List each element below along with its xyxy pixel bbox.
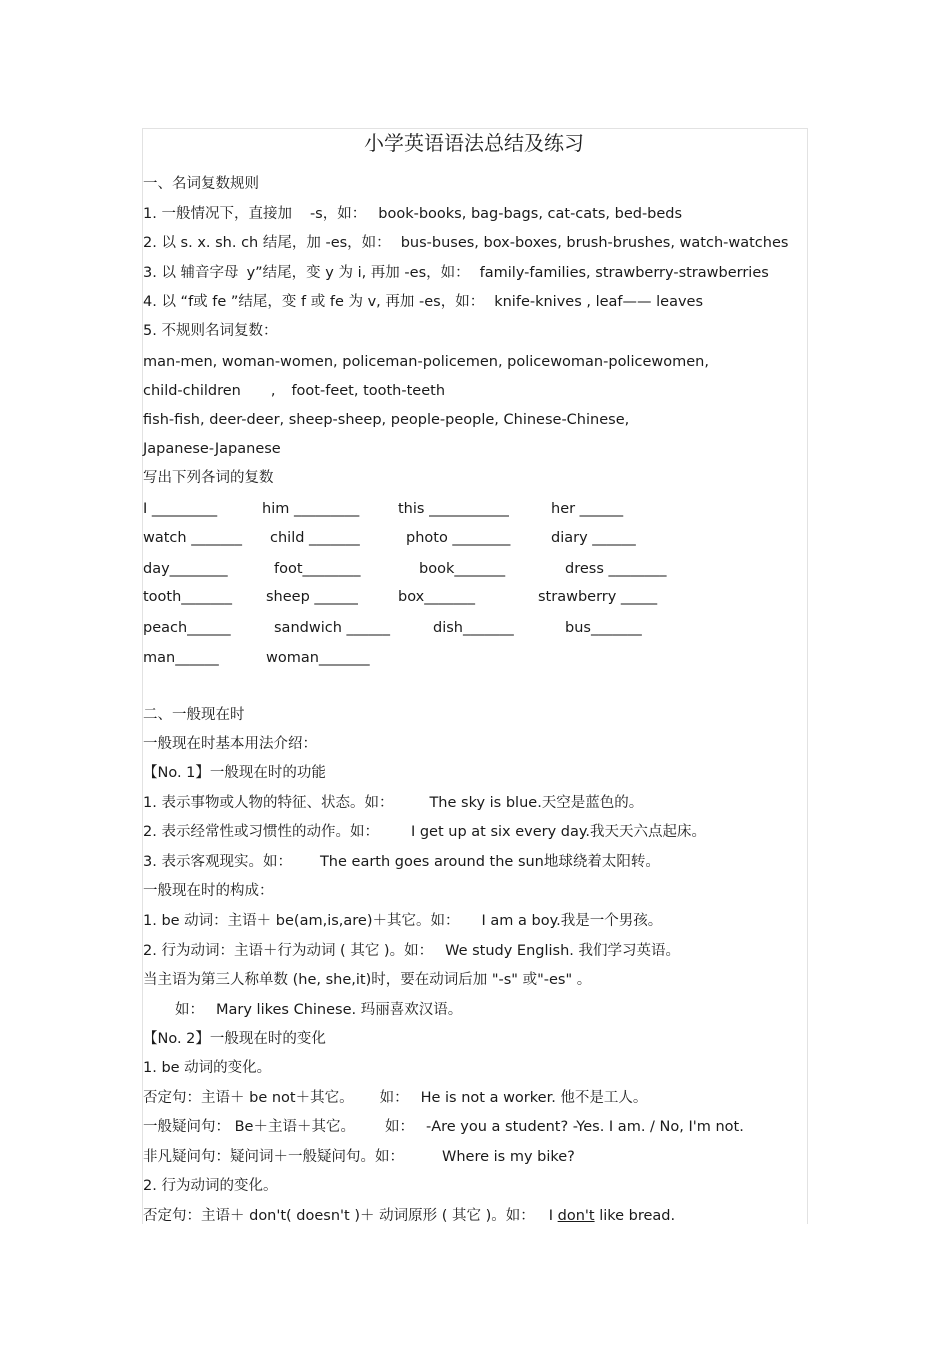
wh-question-text: 非凡疑问句：疑问词＋一般疑问句。如：	[143, 1149, 404, 1165]
be-question-text: 一般疑问句： Be＋主语＋其它。	[143, 1119, 355, 1135]
form-2-text: 2. 行为动词：主语＋行为动词 ( 其它 )。如：	[143, 943, 434, 959]
third-person-example	[175, 1000, 462, 1020]
rule-2-text: 2. 以 s. x. sh. ch 结尾，加 -es，如：	[143, 235, 391, 251]
rule-1-suffix: -s，如：	[309, 206, 367, 222]
section-heading-plural: 一、名词复数规则	[143, 176, 259, 192]
form-1-example: I am a boy.我是一个男孩。	[481, 913, 663, 929]
exercise-blank[interactable]: him _________	[262, 501, 360, 517]
verb-change-heading: 2. 行为动词的变化。	[143, 1178, 278, 1194]
rule-5: 5. 不规则名词复数：	[143, 323, 278, 339]
form-heading: 一般现在时的构成：	[143, 883, 274, 899]
irregular-child: child-children	[143, 383, 241, 399]
exercise-blank[interactable]: book_______	[419, 561, 506, 577]
example-text: Mary likes Chinese. 玛丽喜欢汉语。	[216, 1002, 463, 1018]
function-1-example: The sky is blue.天空是蓝色的。	[429, 795, 644, 811]
irregular-comma: ,	[270, 383, 276, 399]
exercise-blank[interactable]: tooth_______	[143, 589, 233, 605]
rule-1	[143, 204, 682, 224]
exercise-blank[interactable]: watch _______	[143, 530, 242, 546]
rule-4-examples: knife-knives , leaf—— leaves	[494, 294, 704, 310]
be-question-example: -Are you a student? -Yes. I am. / No, I'm not.	[425, 1119, 744, 1135]
exercise-blank[interactable]: child _______	[270, 530, 360, 546]
function-2-text: 2. 表示经常性或习惯性的动作。如：	[143, 824, 379, 840]
function-2-example: I get up at six every day.我天天六点起床。	[410, 824, 707, 840]
no2-heading: 【No. 2】一般现在时的变化	[143, 1031, 326, 1047]
exercise-blank[interactable]: strawberry _____	[538, 589, 658, 605]
exercise-title: 写出下列各词的复数	[143, 470, 274, 486]
exercise-blank[interactable]: foot________	[274, 561, 361, 577]
present-intro: 一般现在时基本用法介绍：	[143, 736, 317, 752]
form-1-text: 1. be 动词：主语＋ be(am,is,are)＋其它。如：	[143, 913, 460, 929]
exercise-blank[interactable]: sheep ______	[266, 589, 358, 605]
rule-2	[143, 233, 788, 253]
irregular-foot-tooth: foot-feet, tooth-teeth	[291, 383, 446, 399]
be-negative	[143, 1088, 647, 1108]
exercise-blank[interactable]: dish_______	[433, 620, 514, 636]
exercise-blank[interactable]: I _________	[143, 501, 218, 517]
rule-3	[143, 263, 769, 283]
exercise-blank[interactable]: diary ______	[551, 530, 636, 546]
be-change-heading: 1. be 动词的变化。	[143, 1060, 272, 1076]
page-title: 小学英语语法总结及练习	[364, 131, 584, 155]
be-negative-example: He is not a worker. 他不是工人。	[420, 1090, 648, 1106]
function-3-text: 3. 表示客观现实。如：	[143, 854, 292, 870]
be-question	[143, 1117, 744, 1137]
verb-negative-rest: like bread.	[599, 1208, 676, 1224]
function-1-text: 1. 表示事物或人物的特征、状态。如：	[143, 795, 394, 811]
verb-negative-text: 否定句：主语＋ don't( doesn't )＋ 动词原形 ( 其它 )。如：	[143, 1208, 535, 1224]
exercise-blank[interactable]: her ______	[551, 501, 624, 517]
rule-3-text: 3. 以 辅音字母	[143, 265, 239, 281]
example-label: 如：	[175, 1002, 204, 1018]
exercise-blank[interactable]: day________	[143, 561, 228, 577]
function-1	[143, 793, 643, 813]
irregular-line-2	[143, 381, 445, 401]
rule-3-examples: family-families, strawberry-strawberries	[479, 265, 769, 281]
function-3-example: The earth goes around the sun地球绕着太阳转。	[319, 854, 660, 870]
exercise-blank[interactable]: bus_______	[565, 620, 642, 636]
exercise-blank[interactable]: man______	[143, 650, 219, 666]
function-3	[143, 852, 660, 872]
rule-3-change: y”结尾，变 y 为 i, 再加 -es，如：	[246, 265, 470, 281]
verb-negative	[143, 1206, 675, 1226]
rule-2-examples: bus-buses, box-boxes, brush-brushes, watch-watches	[400, 235, 789, 251]
wh-question	[143, 1147, 575, 1167]
exercise-blank[interactable]: sandwich ______	[274, 620, 390, 636]
exercise-blank[interactable]: box_______	[398, 589, 475, 605]
no1-heading: 【No. 1】一般现在时的功能	[143, 765, 326, 781]
rule-4	[143, 292, 703, 312]
form-2-example: We study English. 我们学习英语。	[445, 943, 681, 959]
irregular-line-1: man-men, woman-women, policeman-policemen, policewoman-policewomen,	[143, 354, 709, 370]
exercise-blank[interactable]: peach______	[143, 620, 231, 636]
verb-negative-subject: I	[548, 1208, 554, 1224]
rule-4-text: 4. 以 “f或 fe ”结尾，变 f 或 fe 为 v, 再加 -es，如：	[143, 294, 485, 310]
exercise-blank[interactable]: this ___________	[398, 501, 509, 517]
form-2	[143, 941, 680, 961]
irregular-line-3: fish-fish, deer-deer, sheep-sheep, people-people, Chinese-Chinese,	[143, 412, 630, 428]
verb-negative-dont: don't	[557, 1208, 595, 1224]
be-negative-label: 如：	[379, 1090, 409, 1106]
be-question-label: 如：	[384, 1119, 414, 1135]
irregular-line-4: Japanese-Japanese	[143, 441, 281, 457]
section-heading-present: 二、一般现在时	[143, 707, 245, 723]
function-2	[143, 822, 706, 842]
exercise-blank[interactable]: woman_______	[266, 650, 370, 666]
exercise-blank[interactable]: photo ________	[406, 530, 511, 546]
rule-1-text: 1. 一般情况下，直接加	[143, 206, 292, 222]
wh-question-example: Where is my bike?	[442, 1149, 575, 1165]
form-1	[143, 911, 662, 931]
exercise-blank[interactable]: dress ________	[565, 561, 667, 577]
rule-1-examples: book-books, bag-bags, cat-cats, bed-beds	[378, 206, 683, 222]
be-negative-text: 否定句：主语＋ be not＋其它。	[143, 1090, 354, 1106]
third-person-rule: 当主语为第三人称单数 (he, she,it)时，要在动词后加 "-s" 或"-es" 。	[143, 972, 592, 988]
